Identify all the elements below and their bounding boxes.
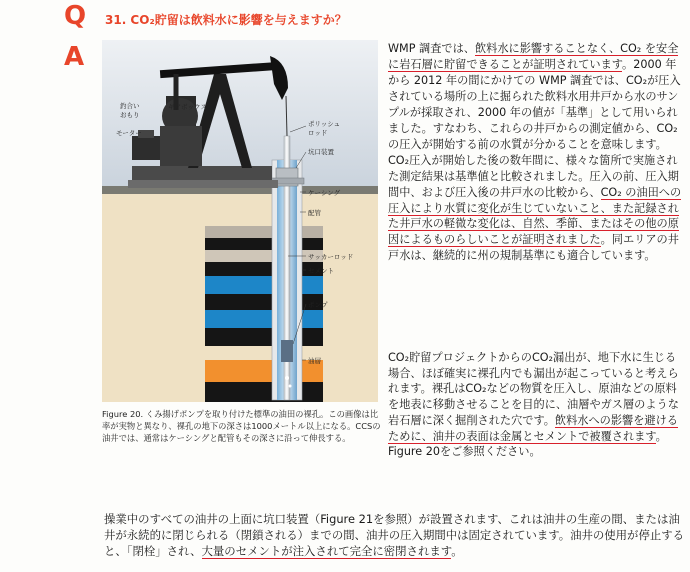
label-oil-layer: 油層 <box>308 357 321 365</box>
label-counterweight: 釣合い おもり <box>120 102 140 119</box>
p2-text-a: CO₂貯留プロジェクトからのCO₂漏出が、地下水に生じる場合、ほぼ確実に裸孔内でも漏出が起こっていると考えられます。裸孔はCO₂などの物質を圧入し、原油などの原料を地表に移動させることを目的に、油層やガス層のような岩石層に深く掘削された穴です。 <box>388 351 679 427</box>
answer-paragraph-1 <box>388 41 684 264</box>
label-sucker-rod: サッカーロッド <box>308 253 354 261</box>
figure-caption: Figure 20. くみ揚げポンプを取り付けた標準の油田の裸孔。この画像は比率が実物と異なり、裸孔の地下の深さは1000メートル以上になる。CCSの油井では、通常はケーシングと配管もその深さに沿って伸長する。 <box>102 409 381 443</box>
label-motor: モーター <box>116 129 142 137</box>
label-polish-rod: ポリッシュ ロッド <box>308 120 341 137</box>
p1-text-a: WMP 調査では、 <box>388 42 475 55</box>
label-wellhead: 坑口装置 <box>308 148 334 156</box>
p1-text-c: 。2000 年から 2012 年の間にかけての WMP 調査では、CO₂が圧入されている場所の上に掘られた飲料水用井戸から水のサンプルが採取され、2000 年の値が「基準」として用いられました。すなわち、これらの井戸からの測定値から、CO₂ の圧入が開始する前の水質が分かることを意味します。CO₂圧入が開始した後の数年間に、様々な箇所で実施された測定結果は基準値と比較されました。圧入の前、圧入期間中、および圧入後の井戸水の比較から、 <box>388 57 681 199</box>
label-cement: セメント <box>308 267 334 275</box>
well-diagram <box>102 40 378 402</box>
rock-strata <box>205 226 323 402</box>
p2-highlight: 飲料水への影響を避けるために、油井の表面は金属とセメントで被覆されます <box>388 413 678 443</box>
label-casing: ケーシング <box>308 189 341 197</box>
label-tubing: 配管 <box>308 209 321 217</box>
answer-marker: A <box>64 42 85 72</box>
answer-paragraph-2 <box>388 350 684 460</box>
question-heading: 31. CO₂貯留は飲料水に影響を与えますか？ <box>105 13 347 27</box>
p3-text-a: 操業中のすべての油井の上面に坑口装置（Figure 21を参照）が設置されます、これは油井の生産の間、または油井が永続的に閉じられる（閉鎖される）までの間、油井の圧入期間中は固定されています。油井の使用が停止すると、「閉栓」され、 <box>104 512 685 558</box>
p2-text-c: 。Figure 20をご参照ください。 <box>388 429 667 459</box>
p3-text-c: 。 <box>451 544 463 558</box>
label-pump: ポンプ <box>308 301 328 309</box>
p1-highlight-1: 飲料水に影響することなく、CO₂ を安全に岩石層に貯留できることが証明されています <box>388 42 679 71</box>
p3-highlight: 大量のセメントが注入されて完全に密閉されます <box>201 544 452 558</box>
well-figure <box>102 40 378 402</box>
answer-paragraph-3 <box>104 511 688 559</box>
p1-highlight-2: CO₂ の油田への圧入により水質に変化が生じていないこと、また記録された井戸水の軽微な変化は、自然、季節、またはその他の原因によるものらしいことが証明されました <box>388 185 682 247</box>
p1-text-e: 。同エリアの井戸水は、継続的に州の規制基準にも適合しています。 <box>388 233 679 263</box>
label-gearbox: ギアボックス <box>168 103 207 111</box>
question-marker: Q <box>64 1 87 31</box>
